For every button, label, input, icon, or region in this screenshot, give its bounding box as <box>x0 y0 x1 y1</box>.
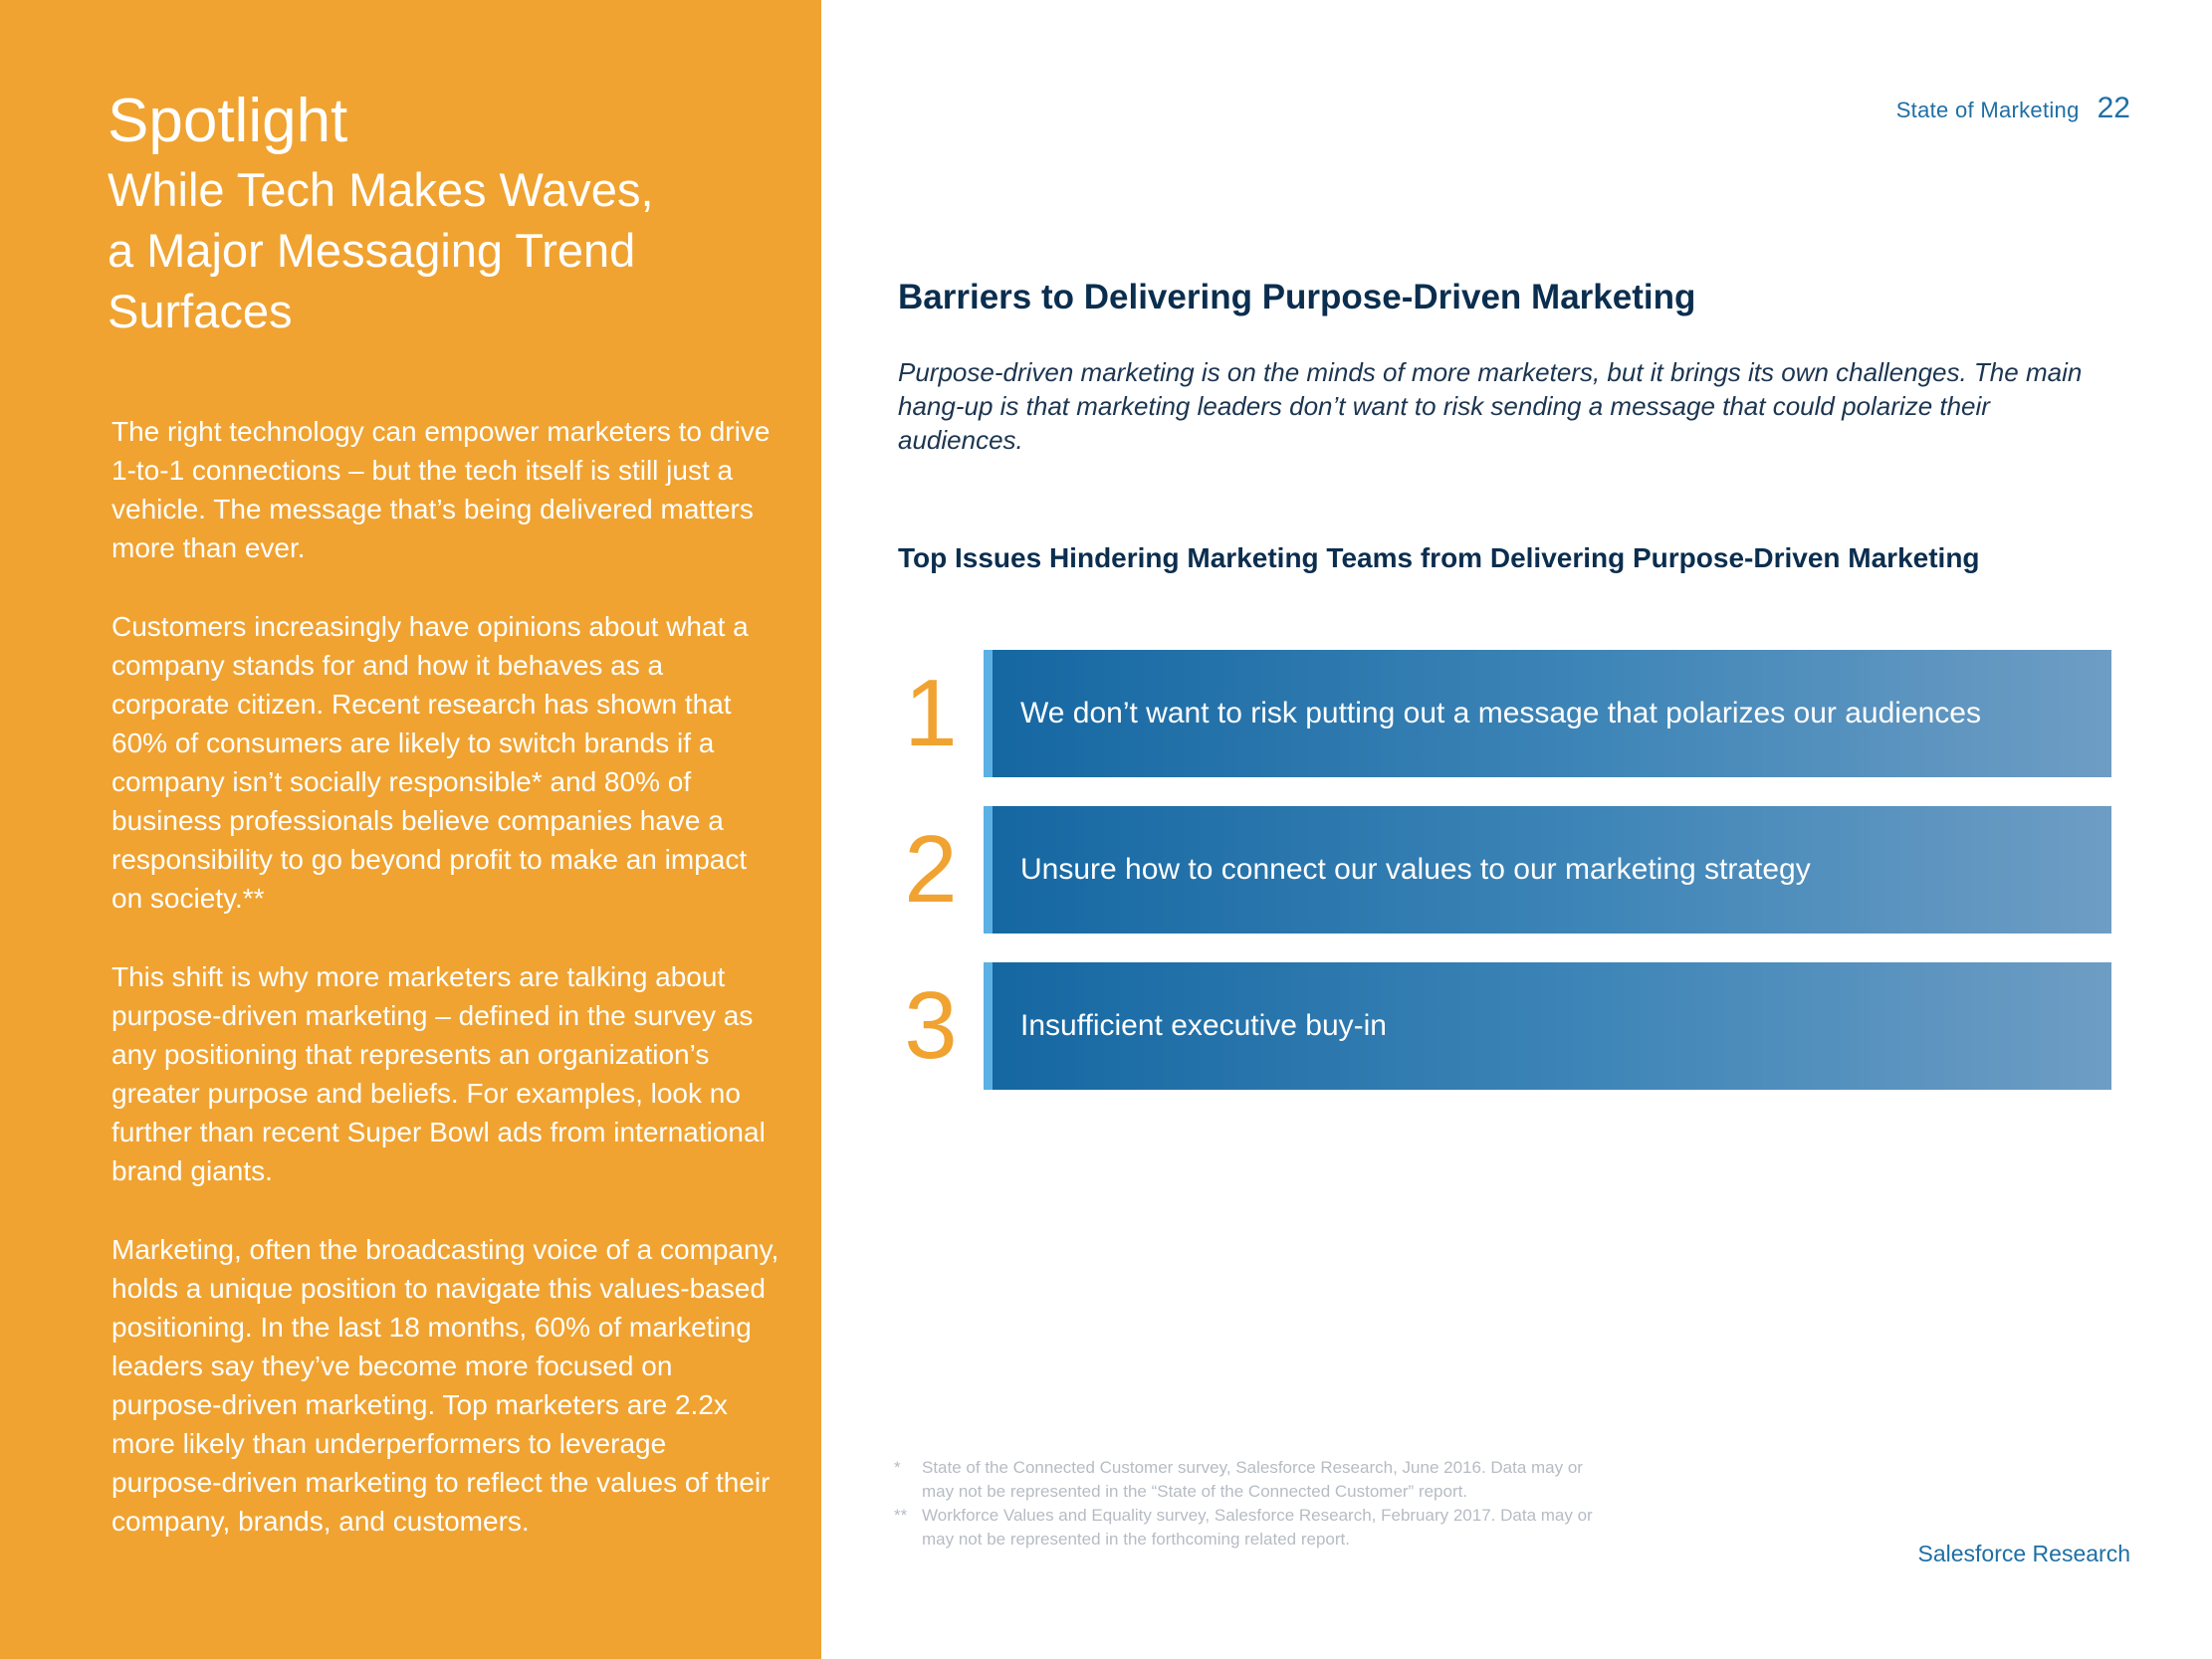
spotlight-subtitle-line: While Tech Makes Waves, <box>108 163 654 216</box>
issue-row-2 <box>896 806 2111 933</box>
spotlight-sidebar <box>0 0 821 1659</box>
footnotes <box>894 1456 1611 1552</box>
ranked-list-title: Top Issues Hindering Marketing Teams from Delivering Purpose-Driven Marketing <box>898 542 1980 573</box>
issue-row-1 <box>896 650 2111 777</box>
spotlight-heading <box>108 84 784 341</box>
footnote-text: Workforce Values and Equality survey, Salesforce Research, February 2017. Data may or may not be represented in the forthcoming related report. <box>922 1506 1593 1549</box>
footnote <box>894 1504 1611 1552</box>
issue-label: Unsure how to connect our values to our marketing strategy <box>1020 853 1811 886</box>
report-name: State of Marketing <box>1895 98 2080 122</box>
issue-bar <box>984 806 2111 933</box>
footnote-text: State of the Connected Customer survey, Salesforce Research, June 2016. Data may or may not be represented in the “State of the Connected Customer” report. <box>922 1458 1583 1501</box>
page-number: 22 <box>2097 92 2130 124</box>
footer-brand: Salesforce Research <box>1917 1541 2130 1566</box>
spotlight-subtitle-line: a Major Messaging Trend <box>108 224 636 277</box>
body-paragraph: The right technology can empower marketers to drive 1-to-1 connections – but the tech itself is still just a vehicle. The message that’s being delivered matters more than ever. <box>111 416 771 563</box>
issue-label: We don’t want to risk putting out a message that polarizes our audiences <box>1020 697 1981 729</box>
issue-rank: 1 <box>904 660 958 766</box>
body-paragraph: Customers increasingly have opinions about what a company stands for and how it behaves as a corporate citizen. Recent research has shown that 60% of consumers are likely to switch brands if a company isn’t socially responsible* and 80% of business professionals believe companies have a responsibility to go beyond profit to make an impact on society.** <box>111 611 749 914</box>
footnote <box>894 1456 1611 1504</box>
spotlight-title: Spotlight <box>108 87 348 155</box>
issue-row-3 <box>896 962 2111 1090</box>
page-header <box>1896 92 2130 125</box>
spotlight-subtitle-line: Surfaces <box>108 285 293 337</box>
footnote-mark: * <box>894 1458 901 1477</box>
spotlight-body <box>111 412 783 1580</box>
issue-label: Insufficient executive buy-in <box>1020 1009 1387 1042</box>
section-title: Barriers to Delivering Purpose-Driven Marketing <box>898 278 1696 316</box>
section-intro: Purpose-driven marketing is on the minds of more marketers, but it brings its own challenges. The main hang-up is that marketing leaders don’t want to risk sending a message that could polarize their audiences. <box>898 357 2083 455</box>
footnote-mark: ** <box>894 1506 908 1525</box>
issue-bar <box>984 650 2111 777</box>
issue-bar <box>984 962 2111 1090</box>
body-paragraph: Marketing, often the broadcasting voice of a company, holds a unique position to navigate this values-based positioning. In the last 18 months, 60% of marketing leaders say they’ve become more focused on purpose-driven marketing. Top marketers are 2.2x more likely than underperformers to leverage purpose-driven marketing to reflect the values of their company, brands, and customers. <box>111 1234 779 1537</box>
issue-rank: 3 <box>904 972 958 1079</box>
issue-rank: 2 <box>904 816 958 923</box>
body-paragraph: This shift is why more marketers are talking about purpose-driven marketing – defined in the survey as any positioning that represents an organization’s greater purpose and beliefs. For examples, look no further than recent Super Bowl ads from international brand giants. <box>111 961 766 1186</box>
